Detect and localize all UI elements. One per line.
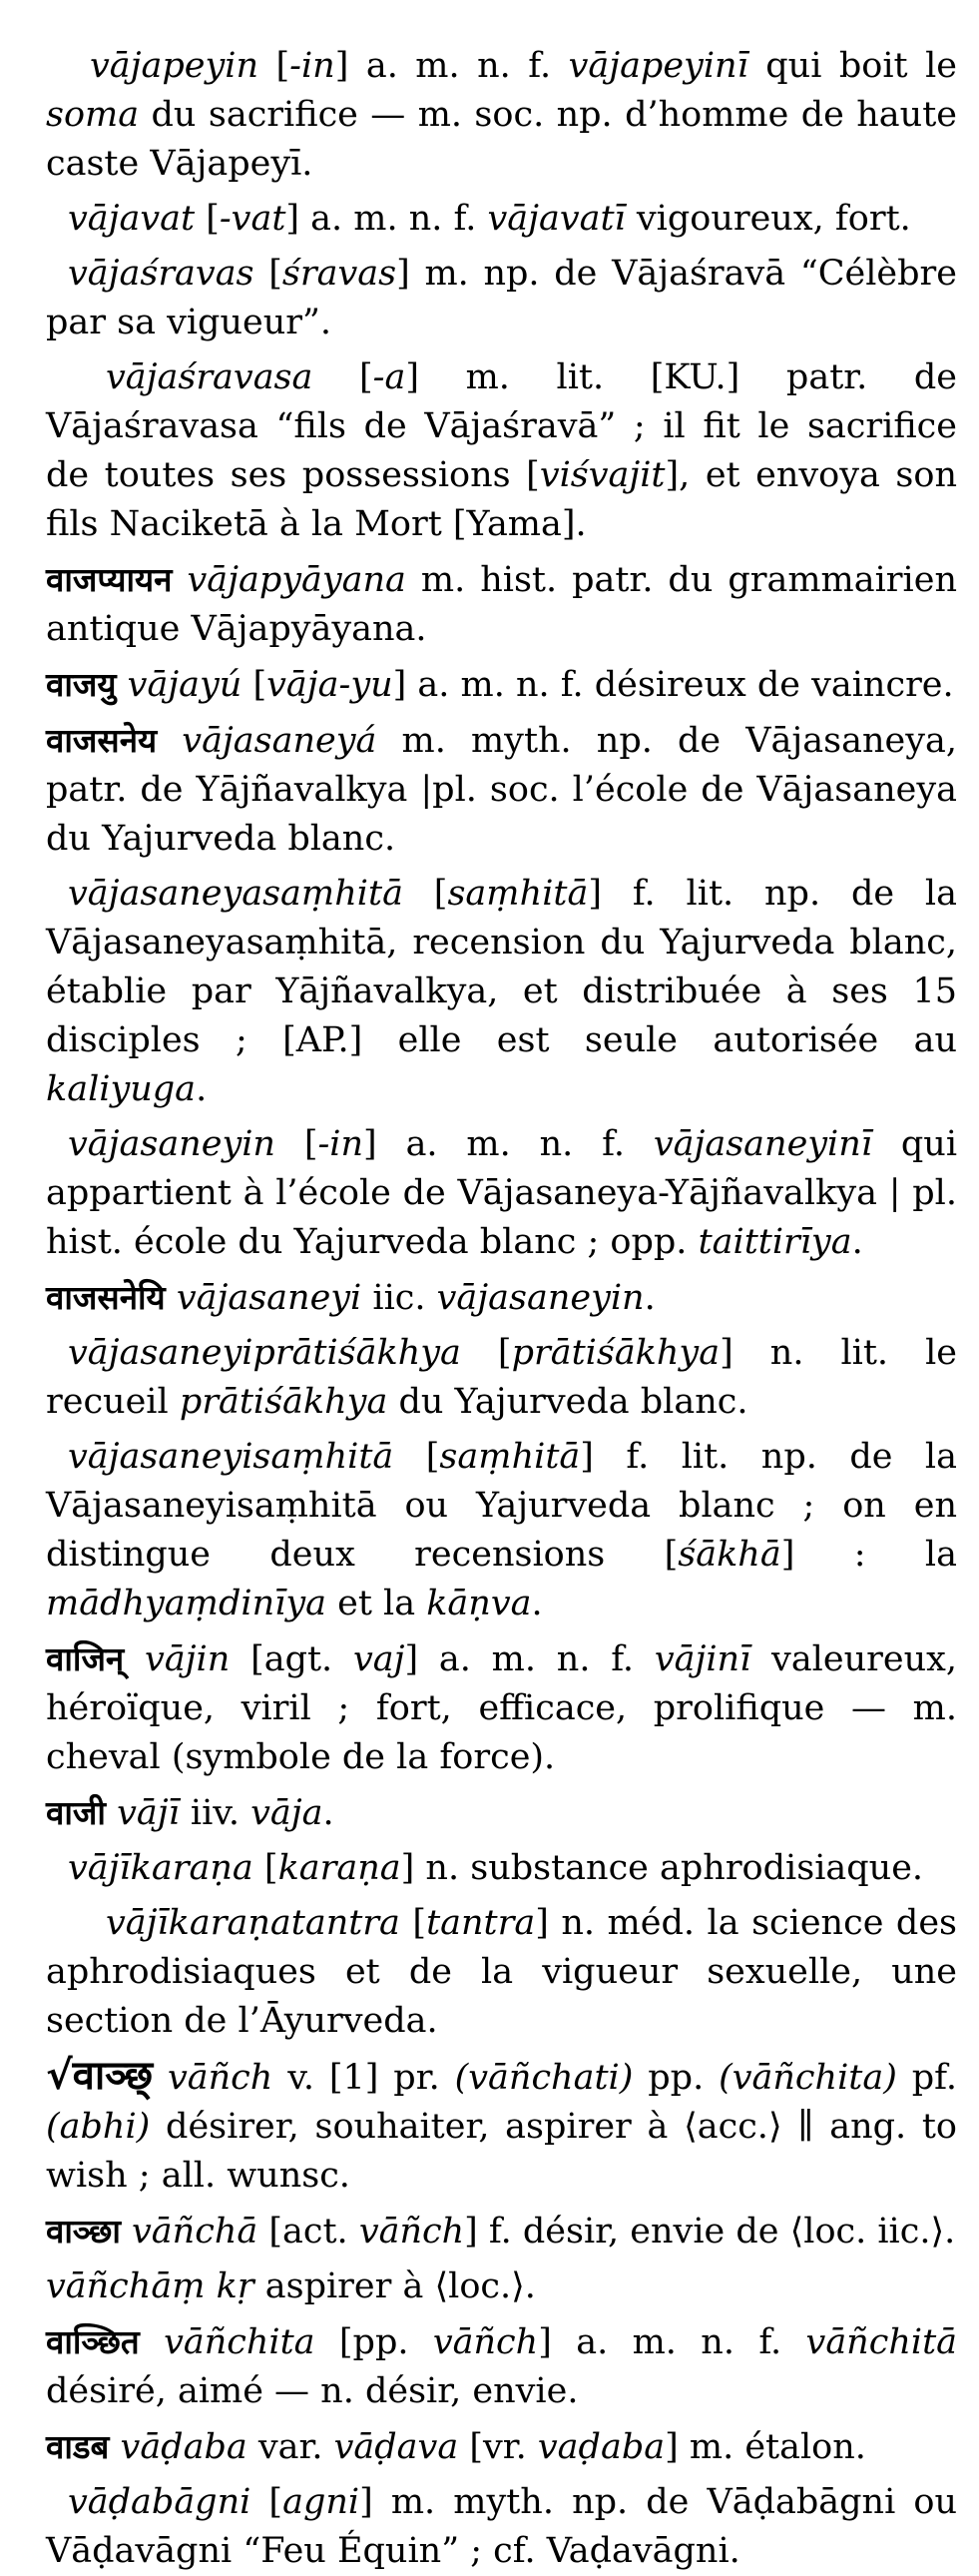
devanagari-headword: वाजप्यायन <box>46 560 173 599</box>
devanagari-headword: वाञ्छा <box>46 2212 121 2251</box>
entry-body: vājasaneyá m. myth. np. de Vājasaneya, patr. de Yājñavalkya |pl. soc. l’école de Vājasaneya du Yajurveda blanc. <box>46 721 957 859</box>
dictionary-entry <box>46 353 957 549</box>
dictionary-entry <box>46 1433 957 1628</box>
dictionary-entry <box>46 1844 957 1893</box>
dictionary-entry <box>46 2262 957 2311</box>
devanagari-headword: वाञ्छित <box>46 2322 140 2361</box>
entry-body: vāñchita [pp. vāñch] a. m. n. f. vāñchitā désiré, aimé — n. désir, envie. <box>46 2322 957 2411</box>
entry-body: vājīkaraṇa [karaṇa] n. substance aphrodisiaque. <box>68 1848 924 1888</box>
entry-body: vājayú [vāja-yu] a. m. n. f. désireux de vaincre. <box>127 665 954 705</box>
dictionary-entry <box>46 195 957 244</box>
entry-body: vājīkaraṇatantra [tantra] n. méd. la science des aphrodisiaques et de la vigueur sexuelle, une section de l’Āyurveda. <box>46 1903 957 2041</box>
entry-body: vājasaneyin [-in] a. m. n. f. vājasaneyinī qui appartient à l’école de Vājasaneya-Yājñavalkya | pl. hist. école du Yajurveda blanc ; opp. taittirīya. <box>46 1124 958 1262</box>
entry-body: vājasaneyiprātiśākhya [prātiśākhya] n. lit. le recueil prātiśākhya du Yajurveda blanc. <box>46 1333 958 1422</box>
entry-body: vāñchāṃ kṛ aspirer à ⟨loc.⟩. <box>46 2266 536 2306</box>
dictionary-entry <box>46 1329 957 1427</box>
entry-body: vājaśravasa [-a] m. lit. [KU.] patr. de Vājaśravasa “fils de Vājaśravā” ; il fit le sacrifice de toutes ses possessions [viśvajit], et envoya son fils Naciketā à la Mort [Yama]. <box>46 357 958 544</box>
dictionary-entry <box>46 716 957 864</box>
dictionary-entry <box>46 870 957 1114</box>
entry-body: vājasaneyi iic. vājasaneyin. <box>176 1278 656 1318</box>
devanagari-headword: √वाञ्छ् <box>46 2053 154 2099</box>
entry-body: vāñch v. [1] pr. (vāñchati) pp. (vāñchita) pf. (abhi) désirer, souhaiter, aspirer à ⟨acc.⟩ ∥ ang. to wish ; all. wunsc. <box>46 2058 957 2196</box>
dictionary-entry <box>46 2422 957 2472</box>
entry-body: vāḍabāgni [agni] m. myth. np. de Vāḍabāgni ou Vāḍavāgni “Feu Équin” ; cf. Vaḍavāgni. <box>46 2482 958 2571</box>
entry-body: vājasaneyisaṃhitā [saṃhitā] f. lit. np. de la Vājasaneyisaṃhitā ou Yajurveda blanc ; on en distingue deux recensions [śākhā] : la mādhyaṃdinīya et la kāṇva. <box>46 1437 957 1623</box>
dictionary-entry <box>46 250 957 347</box>
dictionary-entry <box>46 1899 957 2046</box>
devanagari-headword: वाजयु <box>46 665 117 704</box>
dictionary-entry <box>46 2207 957 2256</box>
dictionary-entry <box>46 555 957 654</box>
devanagari-headword: वाडब <box>46 2427 110 2466</box>
entry-body: vājaśravas [śravas] m. np. de Vājaśravā “Célèbre par sa vigueur”. <box>46 254 957 342</box>
dictionary-entry <box>46 1120 957 1267</box>
dictionary-entry <box>46 2478 957 2576</box>
entry-body: vāḍaba var. vāḍava [vr. vaḍaba] m. étalon. <box>120 2427 866 2467</box>
devanagari-headword: वाजसनेय <box>46 721 158 760</box>
entry-body: vājasaneyasaṃhitā [saṃhitā] f. lit. np. de la Vājasaneyasaṃhitā, recension du Yajurveda blanc, établie par Yājñavalkya, et distribuée à ses 15 disciples ; [AP.] elle est seule autorisée au kaliyuga. <box>46 874 957 1109</box>
devanagari-headword: वाजसनेयि <box>46 1278 166 1317</box>
dictionary-entry <box>46 1273 957 1323</box>
entry-body: vāñchā [act. vāñch] f. désir, envie de ⟨loc. iic.⟩. <box>132 2212 956 2252</box>
entry-body: vājī iiv. vāja. <box>117 1793 334 1833</box>
dictionary-entry <box>46 660 957 710</box>
entry-body: vājapeyin [-in] a. m. n. f. vājapeyinī qui boit le soma du sacrifice — m. soc. np. d’homme de haute caste Vājapeyī. <box>46 46 957 184</box>
entry-body: vājin [agt. vaj] a. m. n. f. vājinī valeureux, héroïque, viril ; fort, efficace, prolifique — m. cheval (symbole de la force). <box>46 1639 957 1777</box>
dictionary-entry <box>46 2317 957 2416</box>
dictionary-entry <box>46 42 957 189</box>
entry-body: vājavat [-vat] a. m. n. f. vājavatī vigoureux, fort. <box>68 199 911 239</box>
devanagari-headword: वाजिन् <box>46 1639 125 1678</box>
devanagari-headword: वाजी <box>46 1793 106 1832</box>
entry-body: vājapyāyana m. hist. patr. du grammairien antique Vājapyāyana. <box>46 560 957 649</box>
dictionary-entry <box>46 1788 957 1838</box>
dictionary-entry <box>46 1634 957 1782</box>
dictionary-entry <box>46 2052 957 2201</box>
